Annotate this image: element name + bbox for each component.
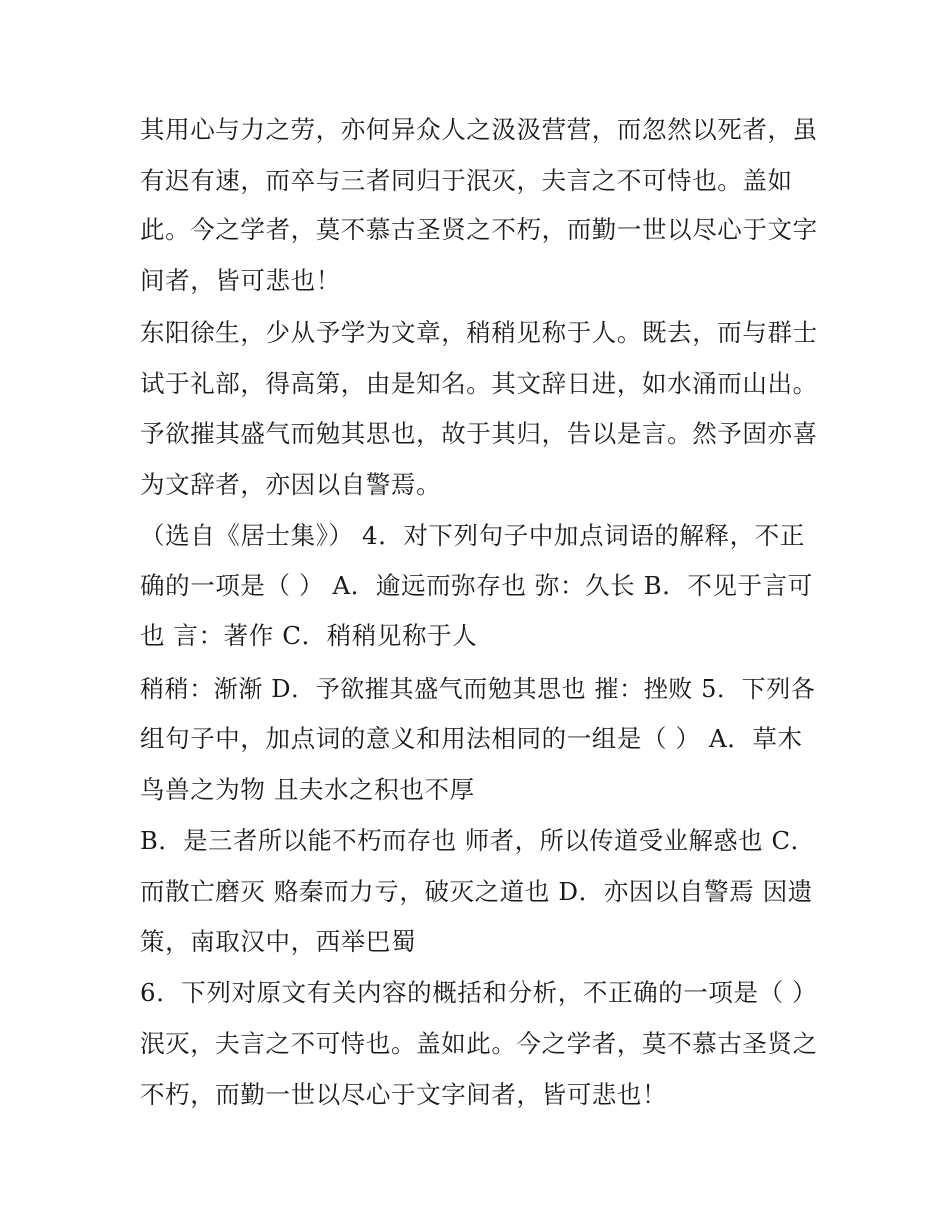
text-line: （选自《居士集》） 4．对下列句子中加点词语的解释，不正 [140,521,805,550]
text-line: 泯灭，夫言之不可恃也。盖如此。今之学者，莫不慕古圣贤之 [140,1029,818,1058]
text-line: 试于礼部，得高第，由是知名。其文辞日进，如水涌而山出。 [140,369,818,398]
text-line: 间者，皆可悲也！ [140,266,341,295]
text-line: 而散亡磨灭 赂秦而力亏，破灭之道也 D．亦因以自警焉 因遗 [140,877,813,906]
text-line: 有迟有速，而卒与三者同归于泯灭，夫言之不可恃也。盖如 [140,166,793,195]
text-line: 确的一项是（ ） A．逾远而弥存也 弥：久长 B．不见于言可 [140,571,813,600]
text-line: 鸟兽之为物 且夫水之积也不厚 [140,775,475,804]
text-line: 东阳徐生，少从予学为文章，稍稍见称于人。既去，而与群士 [140,318,818,347]
text-line: B．是三者所以能不朽而存也 师者，所以传道受业解惑也 C． [140,826,816,855]
text-line: 予欲摧其盛气而勉其思也，故于其归，告以是言。然予固亦喜 [140,419,818,448]
text-line: 组句子中，加点词的意义和用法相同的一组是（ ） A．草木 [140,724,803,753]
text-line: 也 言：著作 C．稍稍见称于人 [140,621,478,650]
text-line: 此。今之学者，莫不慕古圣贤之不朽，而勤一世以尽心于文字 [140,215,818,244]
text-line: 为文辞者，亦因以自警焉。 [140,470,442,499]
text-line: 不朽，而勤一世以尽心于文字间者，皆可悲也！ [140,1080,668,1109]
text-line: 其用心与力之劳，亦何异众人之汲汲营营，而忽然以死者，虽 [140,115,818,144]
text-line: 6．下列对原文有关内容的概括和分析，不正确的一项是（ ） [140,978,818,1007]
text-line: 稍稍：渐渐 D．予欲摧其盛气而勉其思也 摧：挫败 5．下列各 [140,675,816,703]
text-line: 策，南取汉中，西举巴蜀 [140,927,417,956]
